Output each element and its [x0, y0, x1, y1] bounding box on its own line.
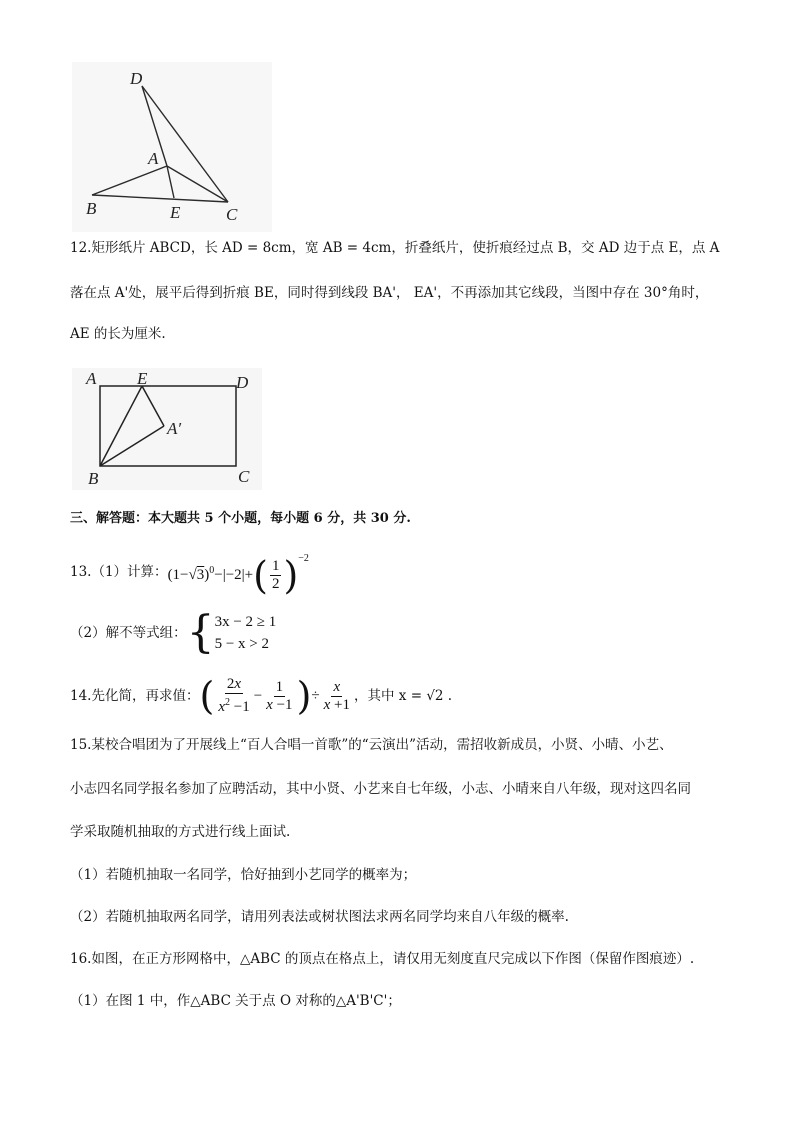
q15-part2: （2）若随机抽取两名同学，请用列表法或树状图法求两名同学均来自八年级的概率.	[70, 909, 569, 925]
q12-line2: 落在点 A'处，展平后得到折痕 BE，同时得到线段 BA'， EA'，不再添加其它线段，当图中存在 30°角时，	[70, 285, 709, 301]
q14-expression: ( $\frac{2x}{x^2 -1}$ − $\frac{1}{x -1}$ ) ÷ $\frac{x}{x +1}$	[199, 674, 351, 718]
rect-label-a: A	[86, 369, 97, 388]
q12-line3: AE 的长为厘米.	[70, 326, 166, 342]
triangle-figure	[72, 62, 272, 232]
q13-part2-prefix: （2）解不等式组：	[70, 625, 187, 641]
rect-label-b: B	[88, 469, 99, 488]
q15-line2: 小志四名同学报名参加了应聘活动，其中小贤、小艺来自七年级，小志、小晴来自八年级，现对这四名同	[70, 781, 691, 797]
q14-suffix: ，其中 x = √2 .	[354, 688, 453, 704]
rectangle-figure	[72, 368, 262, 490]
q13-part1	[70, 552, 309, 598]
q13-part2	[70, 608, 276, 658]
q14-prefix: 14.先化简，再求值：	[70, 688, 200, 704]
label-a: A	[148, 149, 159, 168]
rect-label-a-prime: A′	[167, 419, 182, 438]
section-3-heading: 三、解答题：本大题共 5 个小题，每小题 6 分，共 30 分.	[70, 511, 411, 526]
q14	[70, 672, 452, 720]
label-d: D	[130, 69, 143, 88]
label-c: C	[226, 205, 238, 224]
q16-part1: （1）在图 1 中，作△ABC 关于点 O 对称的△A'B'C'；	[70, 993, 401, 1009]
q15-line3: 学采取随机抽取的方式进行线上面试.	[70, 824, 291, 840]
q15-part1: （1）若随机抽取一名同学，恰好抽到小艺同学的概率为；	[70, 867, 417, 883]
system-brace: {	[186, 607, 215, 658]
q16-line1: 16.如图，在正方形网格中，△ABC 的顶点在格点上，请仅用无刻度直尺完成以下作图（保留作图痕迹）.	[70, 951, 695, 967]
q13-part1-expression: $(1-√3)^0-|-2|+$( $\frac{1}{2}$ )$^{-2}$	[167, 552, 309, 598]
inequality-2: 5 − x > 2	[214, 636, 270, 652]
rect-label-e: E	[137, 369, 148, 388]
label-b: B	[86, 199, 97, 218]
inequality-1: 3x − 2 ≥ 1	[214, 614, 277, 630]
rect-label-d: D	[236, 373, 249, 392]
label-e: E	[170, 203, 181, 222]
q13-part1-prefix: 13.（1）计算：	[70, 564, 168, 580]
q15-line1: 15.某校合唱团为了开展线上“百人合唱一首歌”的“云演出”活动，需招收新成员，小贤、小晴、小艺、	[70, 737, 673, 753]
q12-line1: 12.矩形纸片 ABCD，长 AD = 8cm，宽 AB = 4cm，折叠纸片，使折痕经过点 B，交 AD 边于点 E，点 A	[70, 240, 720, 256]
rect-label-c: C	[238, 467, 250, 486]
